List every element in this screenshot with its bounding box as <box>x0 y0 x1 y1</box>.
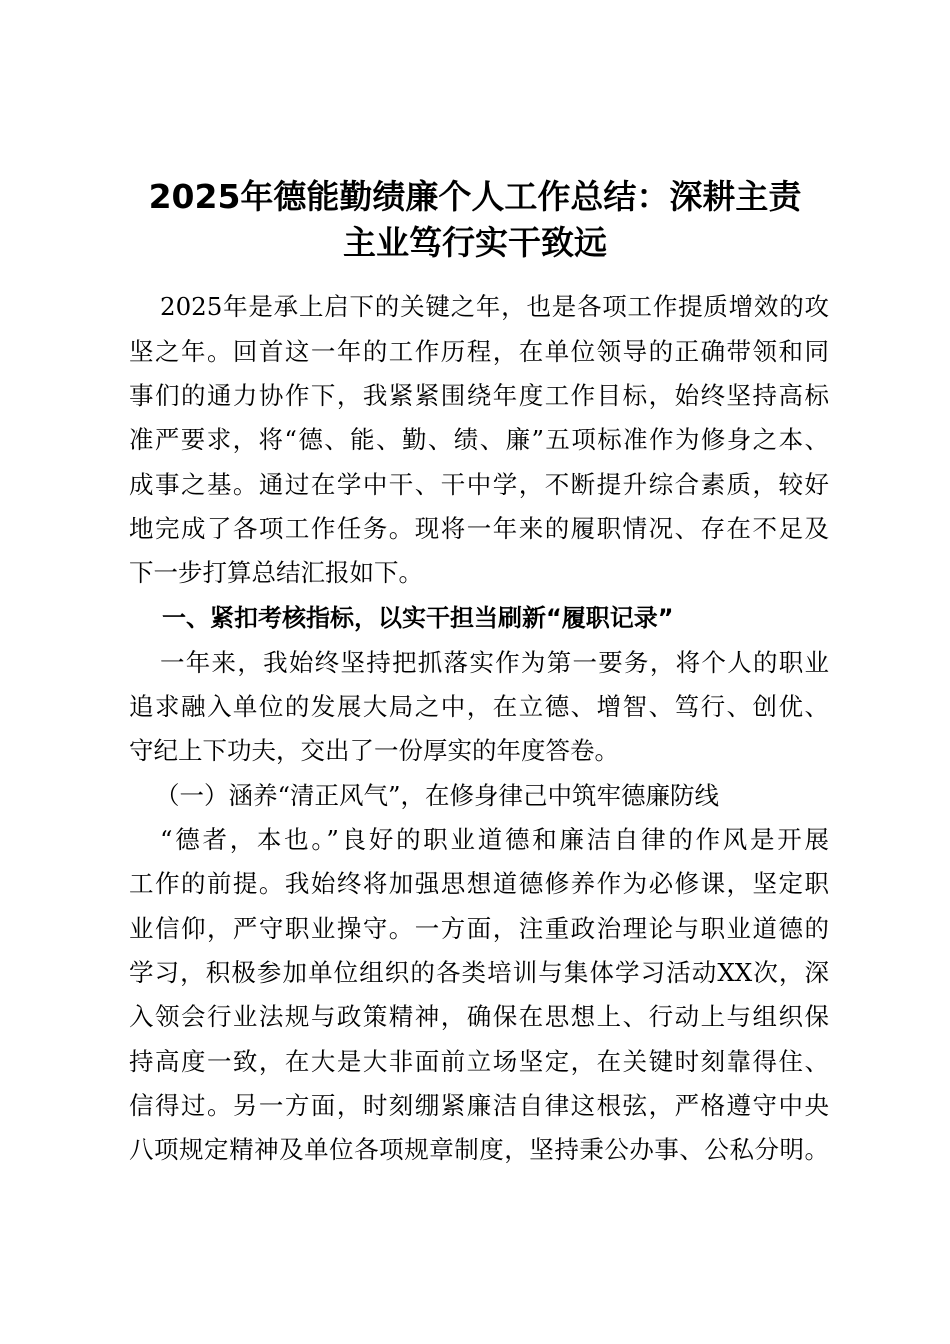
section-heading: 一、紧扣考核指标，以实干担当刷新“履职记录” <box>162 604 674 632</box>
text-line: 一年来，我始终坚持把抓落实作为第一要务，将个人的职业 <box>160 648 829 677</box>
text-line: 工作的前提。我始终将加强思想道德修养作为必修课，坚定职 <box>129 869 829 898</box>
text-line: 学习，积极参加单位组织的各类培训与集体学习活动XX次，深 <box>129 958 829 987</box>
text-line: 守纪上下功夫，交出了一份厚实的年度答卷。 <box>129 736 619 765</box>
text-line: 入领会行业法规与政策精神，确保在思想上、行动上与组织保 <box>129 1002 829 1031</box>
text-line: 业信仰，严守职业操守。一方面，注重政治理论与职业道德的 <box>129 914 829 943</box>
text-line: 坚之年。回首这一年的工作历程，在单位领导的正确带领和同 <box>129 337 829 366</box>
title-line: 2025年德能勤绩廉个人工作总结：深耕主责 <box>148 177 802 216</box>
title-line: 主业笃行实干致远 <box>343 223 607 262</box>
text-line: 事们的通力协作下，我紧紧围绕年度工作目标，始终坚持高标 <box>129 381 829 410</box>
text-line: “德者，本也。”良好的职业道德和廉洁自律的作风是开展 <box>160 825 829 854</box>
text-line: 成事之基。通过在学中干、干中学，不断提升综合素质，较好 <box>129 470 829 499</box>
text-line: 地完成了各项工作任务。现将一年来的履职情况、存在不足及 <box>129 514 829 543</box>
subsection-heading: （一）涵养“清正风气”，在修身律己中筑牢德廉防线 <box>155 781 720 810</box>
text-line: 追求融入单位的发展大局之中，在立德、增智、笃行、创优、 <box>129 692 829 721</box>
text-line: 下一步打算总结汇报如下。 <box>129 558 423 587</box>
text-line: 信得过。另一方面，时刻绷紧廉洁自律这根弦，严格遵守中央 <box>129 1091 829 1120</box>
text-line: 2025年是承上启下的关键之年，也是各项工作提质增效的攻 <box>160 292 829 321</box>
text-line: 八项规定精神及单位各项规章制度，坚持秉公办事、公私分明。 <box>129 1135 829 1164</box>
text-line: 准严要求，将“德、能、勤、绩、廉”五项标准作为修身之本、 <box>129 425 829 454</box>
text-line: 持高度一致，在大是大非面前立场坚定，在关键时刻靠得住、 <box>129 1047 829 1076</box>
